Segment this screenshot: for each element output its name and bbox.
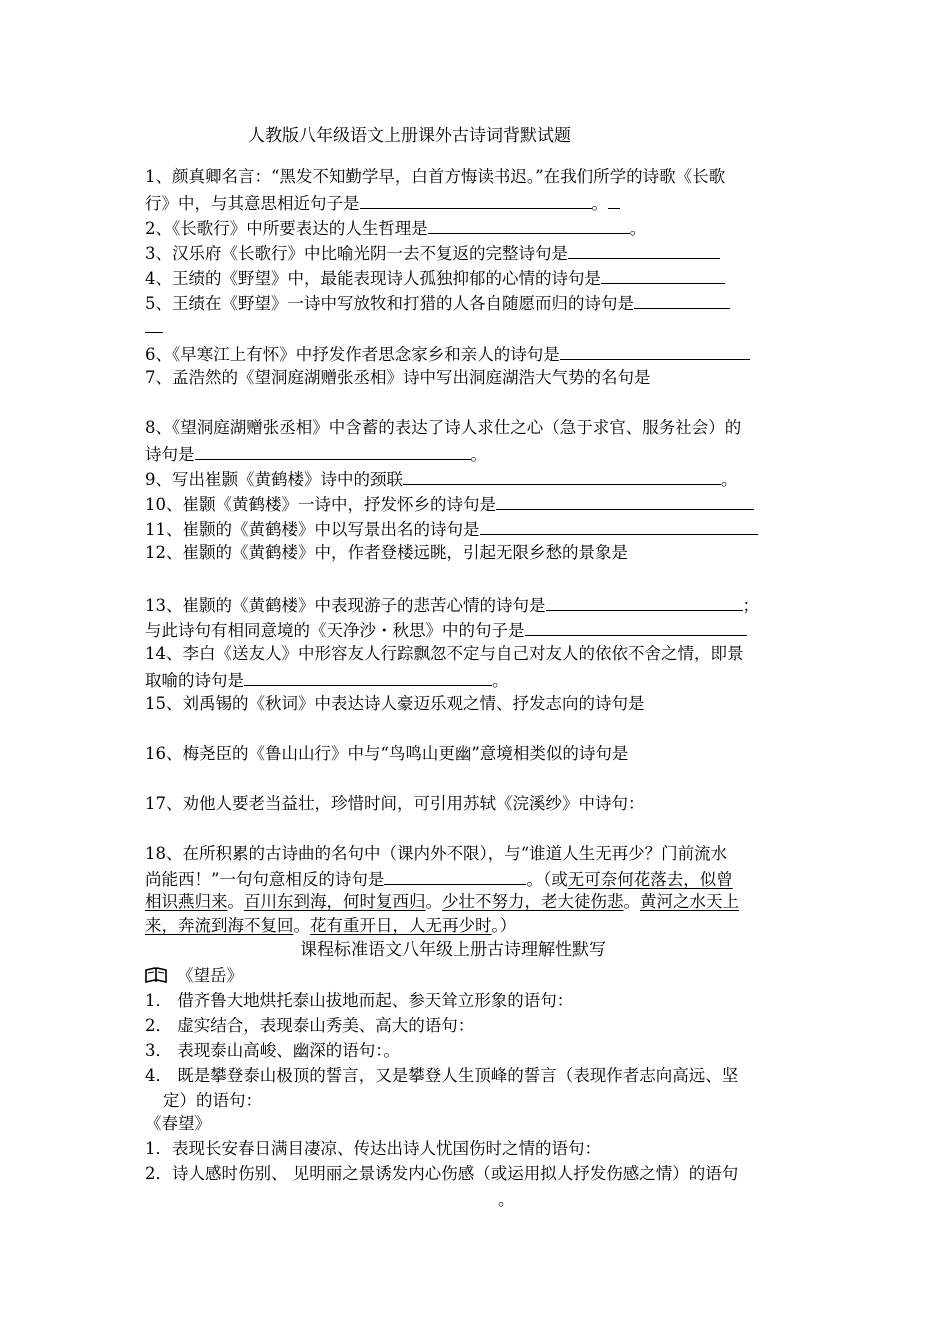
question-10-text: 10、崔颢《黄鹤楼》一诗中，抒发怀乡的诗句是 [145,495,496,514]
question-15: 15、刘禹锡的《秋词》中表达诗人豪迈乐观之情、抒发志向的诗句是 [145,694,645,713]
answer-blank [560,341,750,360]
period: 。 [227,892,244,911]
question-13-line-1 [145,592,815,618]
wangyue-item-4-line-2: 定）的语句： [163,1091,262,1110]
section-title: 课程标准语文八年级上册古诗理解性默写 [300,940,606,960]
period: 。 [591,194,608,213]
period: 。 [623,892,640,911]
question-8-text: 诗句是 [145,445,195,464]
semicolon: ； [742,596,759,615]
question-2 [145,215,815,241]
question-11 [145,516,815,542]
question-14-line-1: 14、李白《送友人》中形容友人行踪飘忽不定与自己对友人的依依不舍之情，即景 [145,644,744,663]
question-1-line-1: 1、颜真卿名言：“黑发不知勤学早，白首方悔读书迟。”在我们所学的诗歌《长歌 [145,167,726,186]
question-9-text: 9、写出崔颢《黄鹤楼》诗中的颈联 [145,470,403,489]
question-2-text: 2、《长歌行》中所要表达的人生哲理是 [145,219,428,238]
question-13-line-2 [145,617,815,643]
question-6 [145,341,815,367]
question-7: 7、孟浩然的《望洞庭湖赠张丞相》诗中写出洞庭湖浩大气势的名句是 [145,368,651,387]
period: 。 [629,219,647,238]
period: 。 [721,470,738,489]
section-wangyue-heading [145,964,815,988]
question-11-text: 11、崔颢的《黄鹤楼》中以写景出名的诗句是 [145,520,480,539]
wangyue-item-2: 2． 虚实结合，表现泰山秀美、高大的语句： [145,1016,475,1035]
question-3 [145,240,815,266]
question-1-text: 行》中，与其意思相近句子是 [145,194,360,213]
answer-blank [546,592,743,611]
question-6-text: 6、《早寒江上有怀》中抒发作者思念家乡和亲人的诗句是 [145,345,560,364]
period: 。 [293,916,310,935]
answer-blank [634,290,730,309]
chunwang-item-2-end: 。 [498,1190,515,1209]
question-17: 17、劝他人要老当益壮，珍惜时间，可引用苏轼《浣溪纱》中诗句： [145,794,645,813]
question-8-line-2 [145,441,815,467]
question-3-text: 3、汉乐府《长歌行》中比喻光阴一去不复返的完整诗句是 [145,244,568,263]
question-18-line-2 [145,866,815,892]
period: 。 [492,671,509,690]
document-title: 人教版八年级语文上册课外古诗词背默试题 [248,126,571,146]
answer-blank [496,491,754,510]
question-9 [145,466,815,492]
answer-blank [195,441,471,460]
question-18-line-1: 18、在所积累的古诗曲的名句中（课内外不限），与“谁道人生无再少？门前流水 [145,844,728,863]
answer-blank [525,617,747,636]
example-answer: 黄河之水天上 [640,892,739,911]
example-answer: 相识燕归来 [145,892,228,911]
answer-blank [568,240,720,259]
answer-blank [428,215,630,234]
answer-blank [244,667,492,686]
question-14-line-2 [145,667,815,693]
example-answer: 少壮不努力，老大徒伤悲 [442,892,624,911]
question-13-text-2: 与此诗句有相同意境的《天净沙・秋思》中的句子是 [145,621,525,640]
answer-blank [360,190,592,209]
question-1-line-2 [145,190,815,216]
poem-title: 《望岳》 [177,966,243,985]
question-18-text-2: 。（或 [526,870,568,889]
question-12: 12、崔颢的《黄鹤楼》中，作者登楼远眺，引起无限乡愁的景象是 [145,543,628,562]
question-18-line-3 [145,890,815,914]
question-18-end: 。） [491,916,517,935]
question-5-text: 5、王绩在《野望》一诗中写放牧和打猎的人各自随愿而归的诗句是 [145,294,634,313]
chunwang-item-1: 1．表现长安春日满目凄凉、传达出诗人忧国伤时之情的语句： [145,1139,601,1158]
question-16: 16、梅尧臣的《鲁山山行》中与“鸟鸣山更幽”意境相类似的诗句是 [145,744,629,763]
wangyue-item-4-line-1: 4． 既是攀登泰山极顶的誓言，又是攀登人生顶峰的誓言（表现作者志向高远、坚 [145,1066,739,1085]
question-13-text: 13、崔颢的《黄鹤楼》中表现游子的悲苦心情的诗句是 [145,596,546,615]
example-answer: 无可奈何花落去，似曾 [567,870,733,889]
question-5 [145,290,815,316]
answer-blank [384,866,526,885]
example-answer: 花有重开日，人无再少时 [310,916,492,935]
question-5-line-2 [145,314,815,340]
book-icon [145,966,167,982]
question-4 [145,265,815,291]
answer-blank [403,466,721,485]
answer-blank [145,314,163,333]
period: 。 [425,892,442,911]
section-chunwang-heading: 《春望》 [145,1114,211,1133]
question-18-text: 尚能西！”一句句意相反的诗句是 [145,870,385,889]
chunwang-item-2: 2．诗人感时伤别、 见明丽之景诱发内心伤感（或运用拟人抒发伤感之情）的语句 [145,1164,739,1183]
answer-blank [480,516,758,535]
wangyue-item-3: 3． 表现泰山高峻、幽深的语句：。 [145,1041,400,1060]
answer-blank [601,265,725,284]
question-10 [145,491,815,517]
wangyue-item-1: 1． 借齐鲁大地烘托泰山拔地而起、参天耸立形象的语句： [145,991,574,1010]
example-answer: 来，奔流到海不复回 [145,916,294,935]
period: 。 [470,445,487,464]
answer-blank [608,190,620,209]
question-18-line-4 [145,914,815,938]
question-8-line-1: 8、《望洞庭湖赠张丞相》中含蓄的表达了诗人求仕之心（急于求官、服务社会）的 [145,418,742,437]
example-answer: 百川东到海，何时复西归 [244,892,426,911]
question-4-text: 4、王绩的《野望》中，最能表现诗人孤独抑郁的心情的诗句是 [145,269,601,288]
question-14-text: 取喻的诗句是 [145,671,244,690]
